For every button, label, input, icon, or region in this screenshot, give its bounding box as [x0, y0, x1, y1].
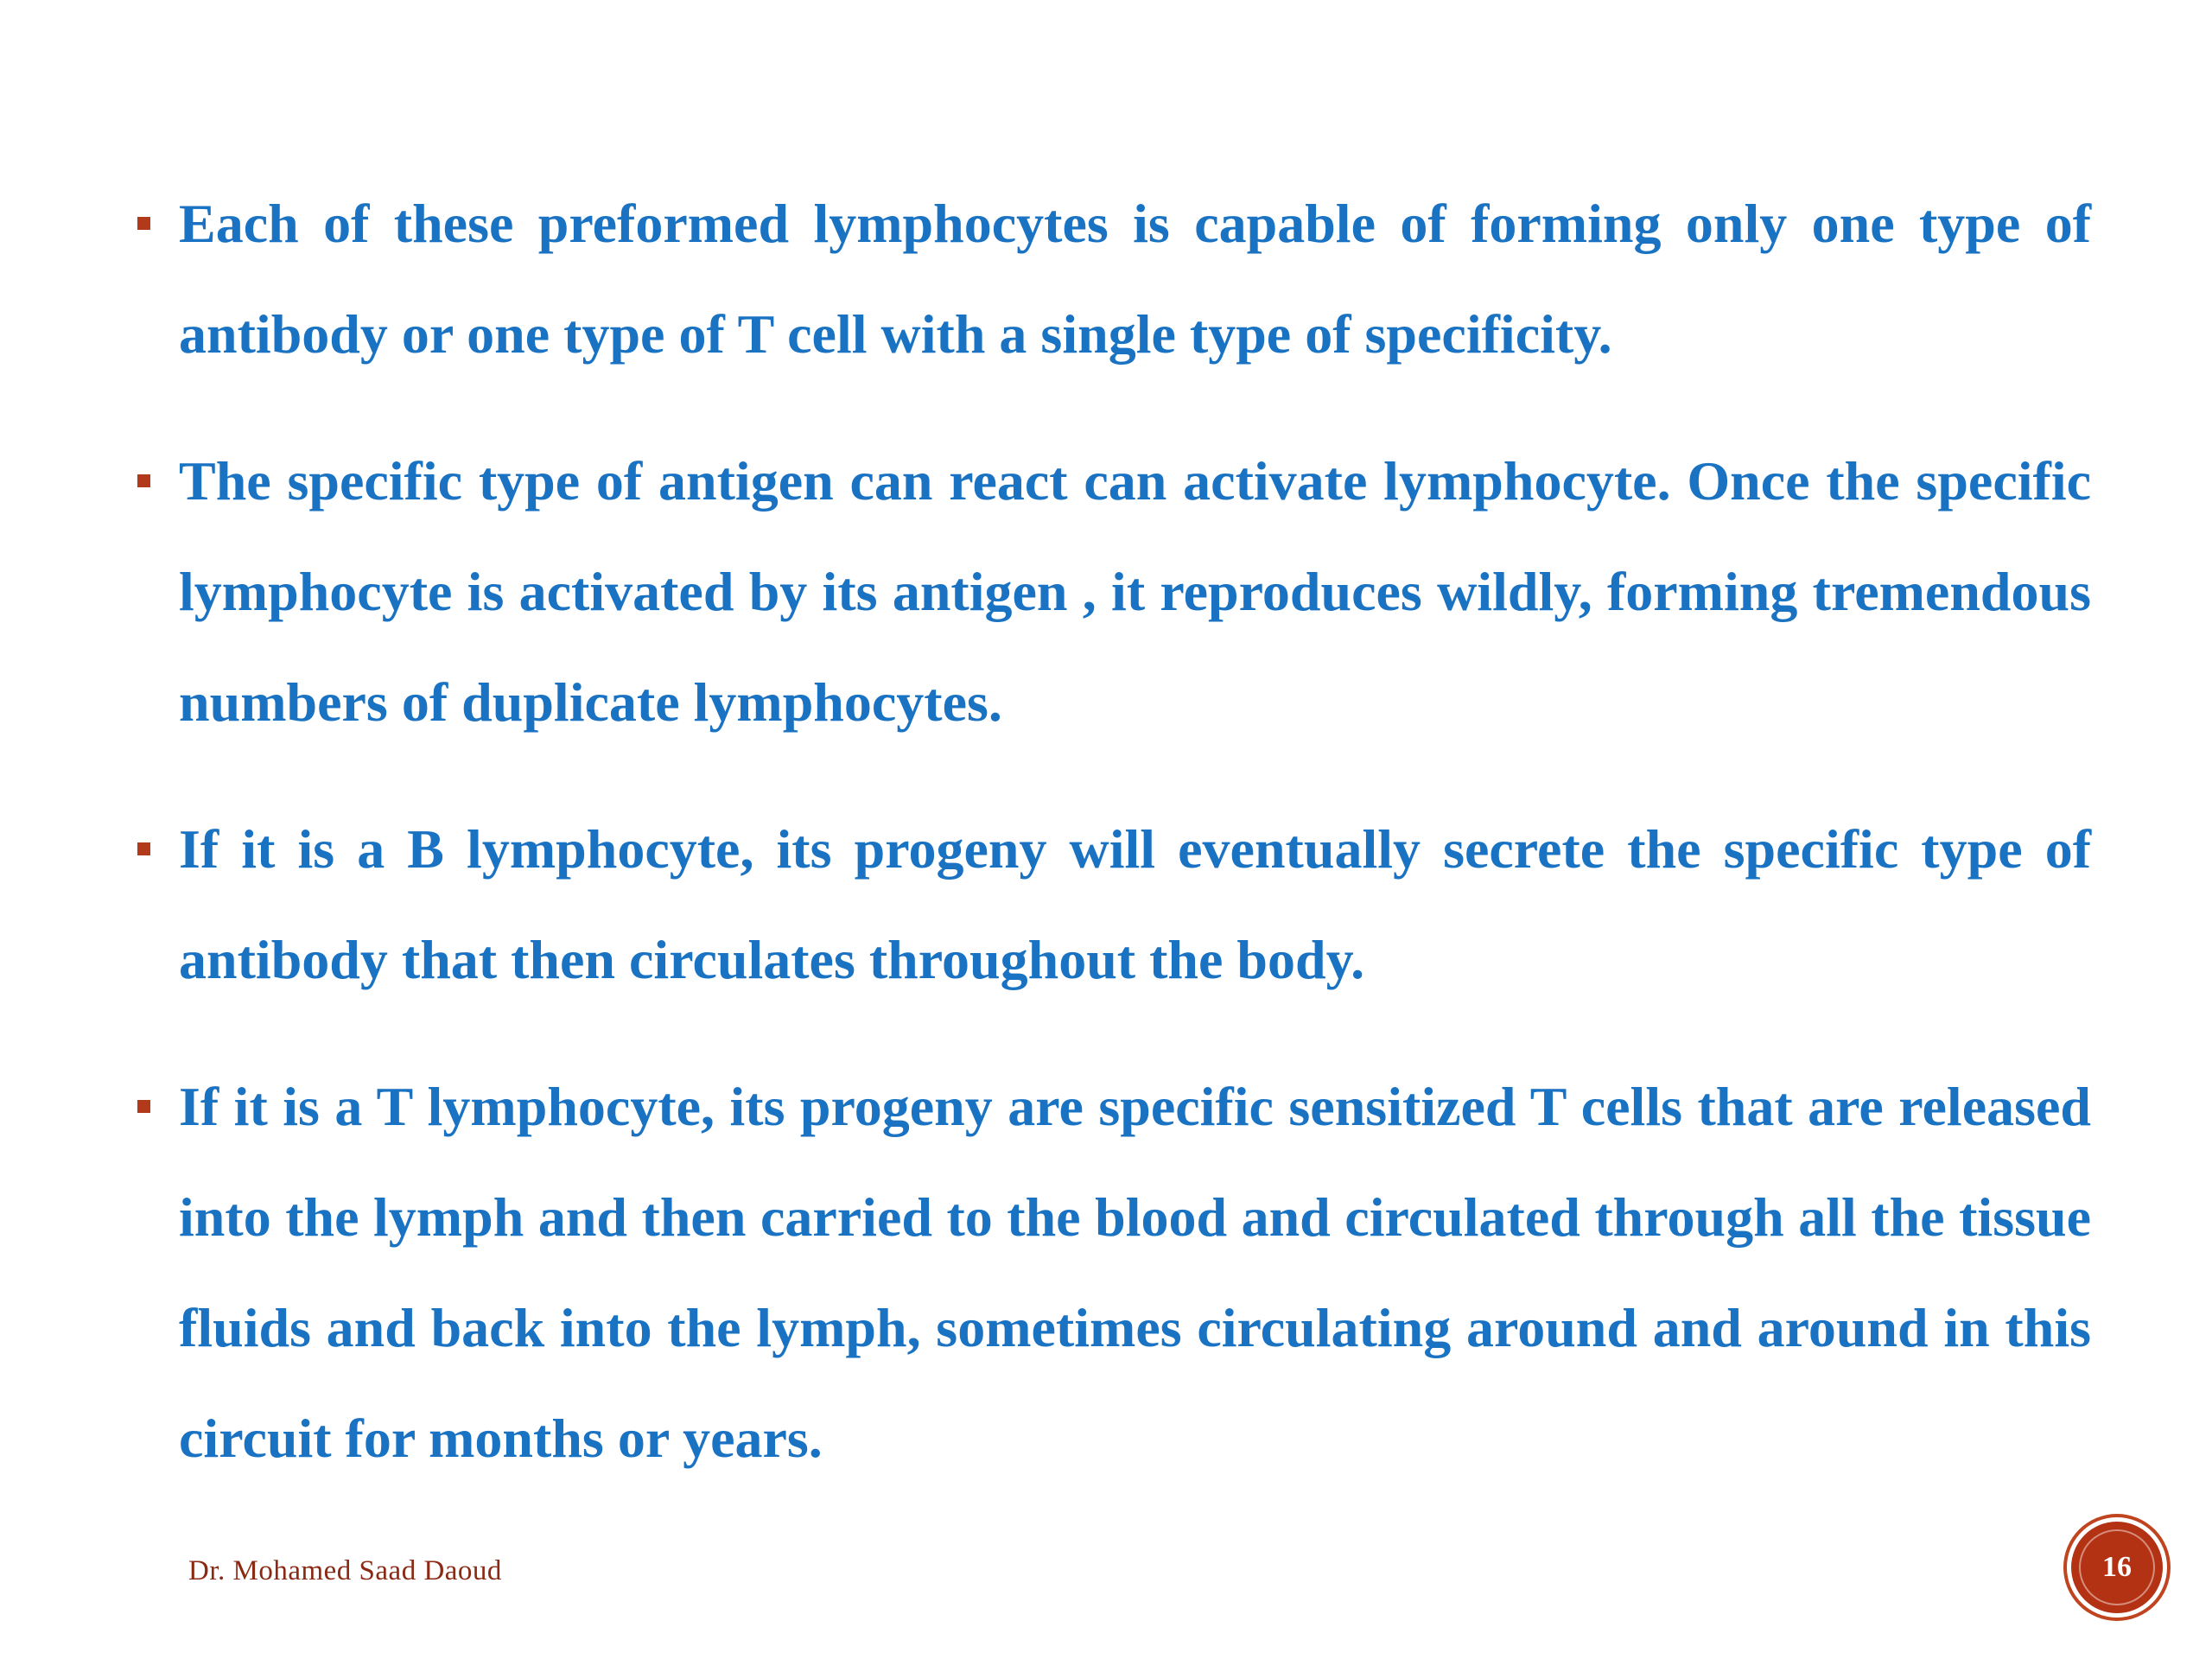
bullet-list [134, 168, 2091, 1530]
page-number-badge [2071, 1522, 2163, 1613]
square-bullet-icon [137, 1100, 150, 1113]
bullet-text: The specific type of antigen can react can activate lymphocyte. Once the specific lymphocyte is activated by its antigen , it reproduces wildly, forming tremendous numbers of duplicate lymphocytes. [179, 450, 2091, 733]
bullet-item [134, 168, 2091, 390]
bullet-item [134, 426, 2091, 758]
footer-author: Dr. Mohamed Saad Daoud [188, 1555, 502, 1586]
bullet-text: If it is a B lymphocyte, its progeny will eventually secrete the specific type of antibody that then circulates throughout the body. [179, 818, 2091, 990]
square-bullet-icon [137, 842, 150, 855]
bullet-text: If it is a T lymphocyte, its progeny are specific sensitized T cells that are released into the lymph and then carried to the blood and circulated through all the tissue fluids and back into the lymph, sometimes circulating around and around in this circuit for months or years. [179, 1076, 2091, 1469]
bullet-item [134, 794, 2091, 1015]
bullet-item [134, 1052, 2091, 1494]
bullet-text: Each of these preformed lymphocytes is capable of forming only one type of antibody or one type of T cell with a single type of specificity. [179, 193, 2091, 365]
page-number: 16 [2102, 1551, 2132, 1583]
square-bullet-icon [137, 474, 150, 487]
square-bullet-icon [137, 217, 150, 230]
